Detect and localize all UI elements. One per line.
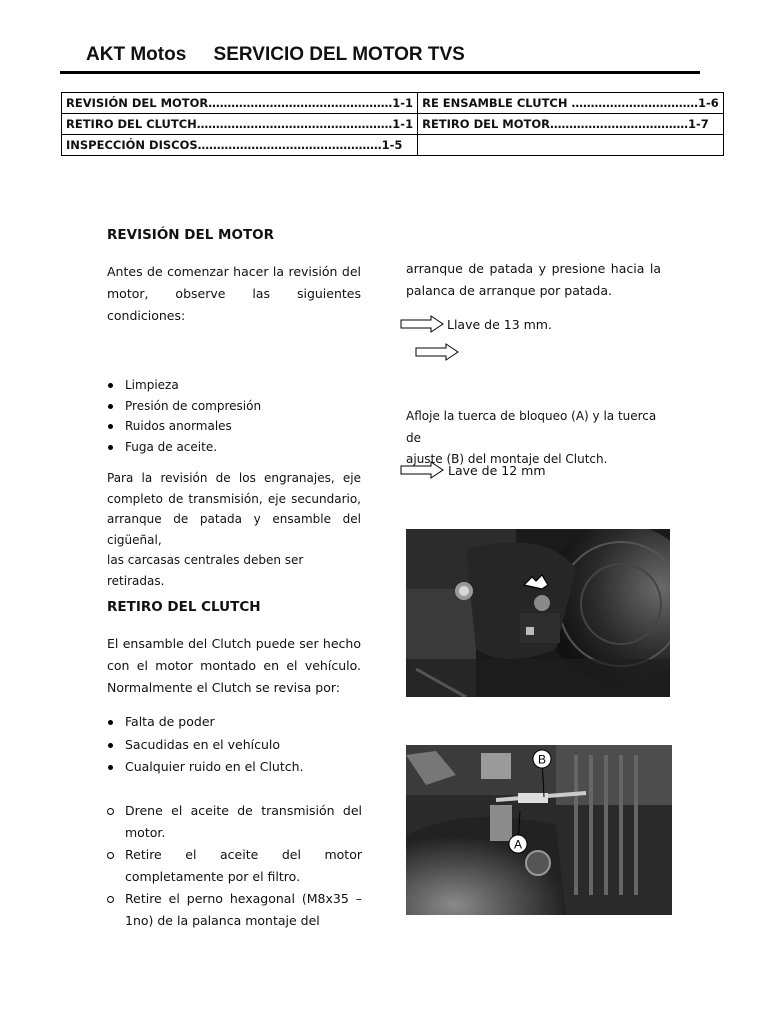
section-title-clutch: RETIRO DEL CLUTCH <box>107 599 261 615</box>
text-line: Para la revisión de los engranajes, eje <box>107 471 361 485</box>
list-item: Limpieza <box>107 375 261 396</box>
page-header <box>86 44 465 66</box>
arrow-right-icon <box>400 315 444 333</box>
toc-entry[interactable]: INSPECCIÓN DISCOS…………………………………………1-5 <box>62 135 418 156</box>
list-item: Ruidos anormales <box>107 416 261 437</box>
list-item: Cualquier ruido en el Clutch. <box>107 756 304 779</box>
callout-b-label: B <box>537 752 547 767</box>
kickstart-continued <box>406 258 661 302</box>
text-line: ajuste (B) del montaje del Clutch. <box>406 452 608 466</box>
toc-row <box>62 135 724 156</box>
step-item <box>107 800 362 844</box>
text-line: arranque de patada y ensamble del cigüeñal, <box>107 512 361 547</box>
text-line: completamente por el filtro. <box>125 869 301 884</box>
causes-list <box>107 711 304 779</box>
revision-intro <box>107 261 361 327</box>
list-item: Sacudidas en el vehículo <box>107 734 304 757</box>
arrow-right-icon <box>415 343 459 361</box>
tool-note-13mm: Llave de 13 mm. <box>447 317 552 332</box>
text-line: Drene el aceite de transmisión del <box>125 803 362 818</box>
step-item <box>107 844 362 888</box>
text-line: motor. <box>125 825 166 840</box>
arrow-right-icon <box>400 461 444 479</box>
text-line: arranque de patada y presione hacia la <box>406 261 661 276</box>
header-brand: AKT Motos <box>86 44 187 65</box>
text-line: Normalmente el Clutch se revisa por: <box>107 680 340 695</box>
text-line: completo de transmisión, eje secundario, <box>107 491 361 506</box>
engine-clutch-photo <box>406 529 670 697</box>
text-line: motor, observe las siguientes <box>107 286 361 301</box>
section-title-revision: REVISIÓN DEL MOTOR <box>107 227 275 243</box>
text-line: palanca de arranque por patada. <box>406 283 612 298</box>
toc-entry[interactable]: REVISIÓN DEL MOTOR…………………………………………1-1 <box>62 93 418 114</box>
step-item <box>107 888 362 932</box>
text-line: Retire el perno hexagonal (M8x35 – <box>125 891 362 906</box>
header-rule <box>60 71 700 74</box>
text-line: Afloje la tuerca de bloqueo (A) y la tuerca de <box>406 409 657 445</box>
text-line: Retire el aceite del motor <box>125 847 362 862</box>
toc-entry <box>418 135 724 156</box>
toc-entry[interactable]: RE ENSAMBLE CLUTCH ……………………………1-6 <box>418 93 724 114</box>
text-line: condiciones: <box>107 308 186 323</box>
toc-entry[interactable]: RETIRO DEL CLUTCH……………………………………………1-1 <box>62 114 418 135</box>
list-item: Presión de compresión <box>107 396 261 417</box>
toc-row <box>62 114 724 135</box>
text-line: las carcasas centrales deben ser retiradas. <box>107 553 304 588</box>
text-line: con el motor montado en el vehículo. <box>107 658 361 673</box>
toc-row <box>62 93 724 114</box>
list-item: Fuga de aceite. <box>107 437 261 458</box>
callout-a-label: A <box>513 837 523 852</box>
clutch-intro <box>107 633 361 699</box>
clutch-adjustment-photo <box>406 745 672 915</box>
toc-entry[interactable]: RETIRO DEL MOTOR………………………………1-7 <box>418 114 724 135</box>
steps-list <box>107 800 362 932</box>
text-line: 1no) de la palanca montaje del <box>125 913 320 928</box>
text-line: Antes de comenzar hacer la revisión del <box>107 264 361 279</box>
list-item: Falta de poder <box>107 711 304 734</box>
revision-paragraph <box>107 468 361 591</box>
conditions-list <box>107 375 261 457</box>
header-title: SERVICIO DEL MOTOR TVS <box>213 44 465 65</box>
text-line: El ensamble del Clutch puede ser hecho <box>107 636 361 651</box>
tool-note-12mm: Lave de 12 mm <box>448 463 546 478</box>
toc-table <box>61 92 724 156</box>
